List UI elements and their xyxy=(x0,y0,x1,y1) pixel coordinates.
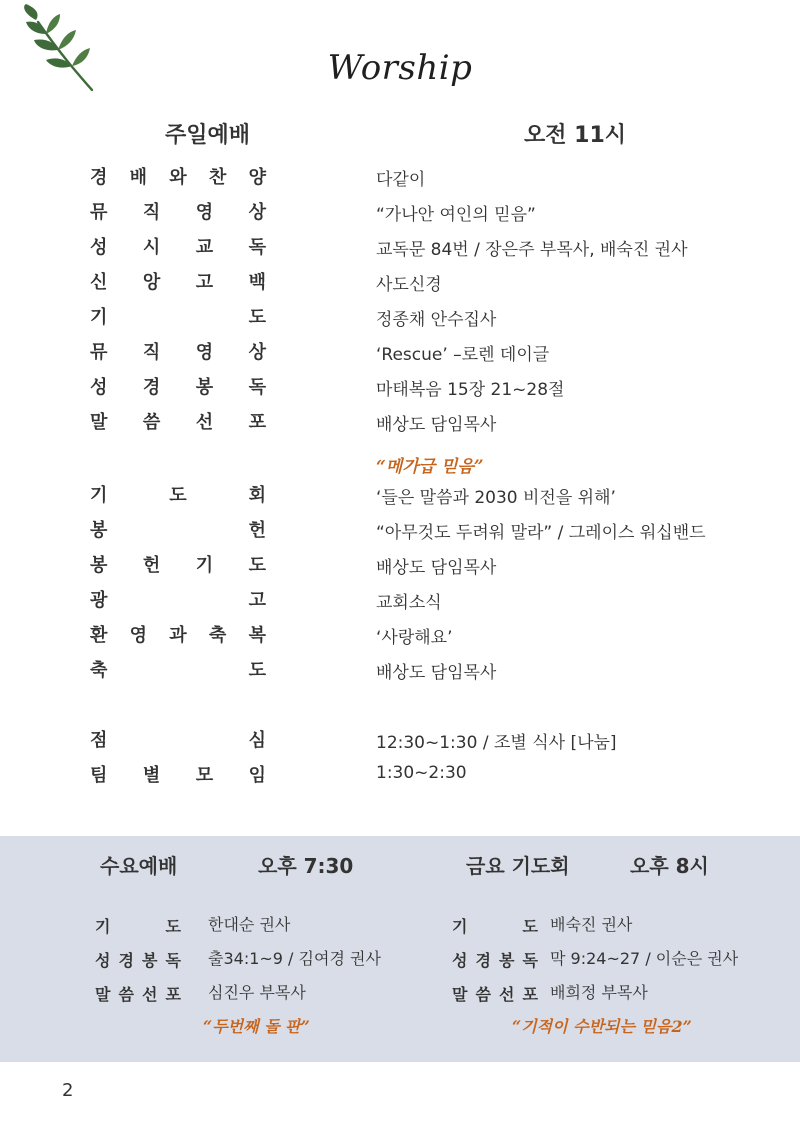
order-label xyxy=(90,198,266,224)
order-row xyxy=(0,303,800,333)
order-label-char: 성 xyxy=(90,377,108,398)
order-row xyxy=(0,163,800,193)
order-label-char: 직 xyxy=(142,202,161,223)
order-label-char: 독 xyxy=(522,951,538,970)
order-label-char: 독 xyxy=(248,237,266,258)
order-value: ‘사랑해요’ xyxy=(376,628,453,648)
order-label-char: 신 xyxy=(90,272,108,293)
friday-order-value: 막 9:24~27 / 이순은 권사 xyxy=(550,949,739,968)
order-row xyxy=(0,373,800,403)
order-label-char: 상 xyxy=(248,202,266,223)
order-label-char: 봉 xyxy=(195,377,214,398)
wednesday-sermon-title: “두번째 돌 판” xyxy=(203,1017,310,1036)
order-row xyxy=(0,408,800,438)
order-label-char: 포 xyxy=(522,985,538,1004)
order-label-char: 봉 xyxy=(90,555,108,576)
order-value: 12:30~1:30 / 조별 식사 [나눔] xyxy=(376,733,617,753)
order-value: ‘들은 말씀과 2030 비전을 위해’ xyxy=(376,488,616,508)
order-label-char: 헌 xyxy=(248,520,266,541)
wednesday-order-value: 한대순 권사 xyxy=(208,915,291,934)
order-value: 사도신경 xyxy=(376,275,442,295)
order-label-char: 영 xyxy=(195,202,214,223)
order-label-char: 말 xyxy=(90,412,108,433)
order-row xyxy=(0,233,800,263)
friday-order-value: 배희정 부목사 xyxy=(550,983,648,1002)
order-label xyxy=(90,656,266,682)
order-label-char: 말 xyxy=(95,985,111,1004)
order-row xyxy=(0,761,800,791)
order-label-char: 경 xyxy=(118,951,134,970)
wednesday-order-label xyxy=(95,914,181,937)
order-label xyxy=(90,726,266,752)
order-label-char: 점 xyxy=(90,730,108,751)
order-label-char: 독 xyxy=(248,377,266,398)
order-row xyxy=(0,621,800,651)
sunday-service-time: 오전 11시 xyxy=(524,123,627,148)
order-label-char: 선 xyxy=(499,985,515,1004)
order-label-char: 성 xyxy=(452,951,468,970)
order-label-char: 와 xyxy=(169,167,187,188)
order-label-char: 씀 xyxy=(475,985,491,1004)
order-label xyxy=(90,551,266,577)
order-label-char: 영 xyxy=(129,625,148,646)
friday-order-value: 배숙진 권사 xyxy=(550,915,633,934)
page-number: 2 xyxy=(62,1080,74,1101)
friday-order-label xyxy=(452,914,538,937)
order-row xyxy=(0,551,800,581)
order-value: “가나안 여인의 믿음” xyxy=(376,205,536,225)
order-label xyxy=(90,516,266,542)
order-label-char: 교 xyxy=(195,237,214,258)
sunday-service-heading: 주일예배 xyxy=(165,123,251,148)
order-label xyxy=(90,233,266,259)
wednesday-order-label xyxy=(95,982,181,1005)
order-label-char: 선 xyxy=(195,412,214,433)
order-label-char: 도 xyxy=(248,660,266,681)
friday-sermon-title: “기적이 수반되는 믿음2” xyxy=(512,1017,692,1036)
order-label-char: 기 xyxy=(452,917,468,936)
order-label-char: 포 xyxy=(165,985,181,1004)
order-label-char: 성 xyxy=(95,951,111,970)
order-label-char: 배 xyxy=(129,167,148,188)
order-label-char: 고 xyxy=(248,590,266,611)
order-label-char: 상 xyxy=(248,342,266,363)
wednesday-order-label xyxy=(95,948,181,971)
order-label-char: 영 xyxy=(195,342,214,363)
order-label xyxy=(90,338,266,364)
order-label-char: 말 xyxy=(452,985,468,1004)
order-label-char: 기 xyxy=(95,917,111,936)
order-label-char: 축 xyxy=(208,625,227,646)
order-label-char: 도 xyxy=(522,917,538,936)
order-value: “아무것도 두려워 말라” / 그레이스 워십밴드 xyxy=(376,523,706,543)
order-label xyxy=(90,408,266,434)
weekday-services-panel xyxy=(0,836,800,1062)
order-label xyxy=(90,268,266,294)
order-row xyxy=(0,268,800,298)
order-value: 교회소식 xyxy=(376,593,442,613)
order-label-char: 과 xyxy=(169,625,187,646)
order-label-char: 기 xyxy=(195,555,214,576)
order-label-char: 경 xyxy=(475,951,491,970)
order-label-char: 찬 xyxy=(208,167,227,188)
page-title: Worship xyxy=(327,48,473,88)
order-label-char: 심 xyxy=(248,730,266,751)
order-value: 마태복음 15장 21~28절 xyxy=(376,380,565,400)
order-row xyxy=(0,198,800,228)
order-label-char: 백 xyxy=(248,272,266,293)
order-label-char: 씀 xyxy=(118,985,134,1004)
order-label-char: 도 xyxy=(165,917,181,936)
order-row xyxy=(0,586,800,616)
order-label-char: 팀 xyxy=(90,765,108,786)
order-row xyxy=(0,656,800,686)
order-label-char: 별 xyxy=(142,765,161,786)
order-value: 다같이 xyxy=(376,170,426,190)
order-value: 정종채 안수집사 xyxy=(376,310,497,330)
order-value: ‘Rescue’ –로렌 데이글 xyxy=(376,345,550,365)
order-label-char: 기 xyxy=(90,307,108,328)
friday-time: 오후 8시 xyxy=(630,854,709,878)
order-label-char: 회 xyxy=(248,485,266,506)
order-label-char: 봉 xyxy=(90,520,108,541)
order-label xyxy=(90,373,266,399)
friday-heading: 금요 기도회 xyxy=(466,854,570,878)
order-label-char: 뮤 xyxy=(90,342,108,363)
order-label-char: 기 xyxy=(90,485,108,506)
order-label-char: 도 xyxy=(248,555,266,576)
order-value: 교독문 84번 / 장은주 부목사, 배숙진 권사 xyxy=(376,240,688,260)
order-label xyxy=(90,303,266,329)
friday-order-label xyxy=(452,948,538,971)
order-label-char: 헌 xyxy=(142,555,161,576)
wednesday-order-value: 심진우 부목사 xyxy=(208,983,306,1002)
order-label xyxy=(90,621,266,647)
order-label-char: 씀 xyxy=(142,412,161,433)
friday-order-label xyxy=(452,982,538,1005)
order-label-char: 성 xyxy=(90,237,108,258)
order-label-char: 포 xyxy=(248,412,266,433)
order-label-char: 양 xyxy=(248,167,266,188)
wednesday-heading: 수요예배 xyxy=(100,854,178,878)
order-label-char: 독 xyxy=(165,951,181,970)
order-label xyxy=(90,586,266,612)
order-label-char: 복 xyxy=(248,625,266,646)
order-label-char: 임 xyxy=(248,765,266,786)
order-label xyxy=(90,761,266,787)
order-label-char: 고 xyxy=(195,272,214,293)
order-value: 배상도 담임목사 xyxy=(376,415,497,435)
order-label-char: 모 xyxy=(195,765,214,786)
order-label-char: 경 xyxy=(90,167,108,188)
sunday-sermon-title: “메가급 믿음” xyxy=(376,457,484,477)
order-row xyxy=(0,481,800,511)
order-label-char: 환 xyxy=(90,625,108,646)
order-row xyxy=(0,726,800,756)
order-label-char: 선 xyxy=(142,985,158,1004)
order-row xyxy=(0,338,800,368)
order-label-char: 직 xyxy=(142,342,161,363)
order-label-char: 도 xyxy=(248,307,266,328)
order-label-char: 봉 xyxy=(499,951,515,970)
wednesday-order-value: 출34:1~9 / 김여경 권사 xyxy=(208,949,381,968)
order-label-char: 광 xyxy=(90,590,108,611)
order-label-char: 축 xyxy=(90,660,108,681)
order-label-char: 앙 xyxy=(142,272,161,293)
order-label-char: 봉 xyxy=(142,951,158,970)
order-value: 배상도 담임목사 xyxy=(376,663,497,683)
order-value: 배상도 담임목사 xyxy=(376,558,497,578)
order-label-char: 시 xyxy=(142,237,161,258)
order-label-char: 뮤 xyxy=(90,202,108,223)
order-value: 1:30~2:30 xyxy=(376,763,467,783)
order-row xyxy=(0,516,800,546)
wednesday-time: 오후 7:30 xyxy=(258,854,354,878)
order-label-char: 도 xyxy=(169,485,187,506)
order-label xyxy=(90,481,266,507)
order-label xyxy=(90,163,266,189)
order-label-char: 경 xyxy=(142,377,161,398)
